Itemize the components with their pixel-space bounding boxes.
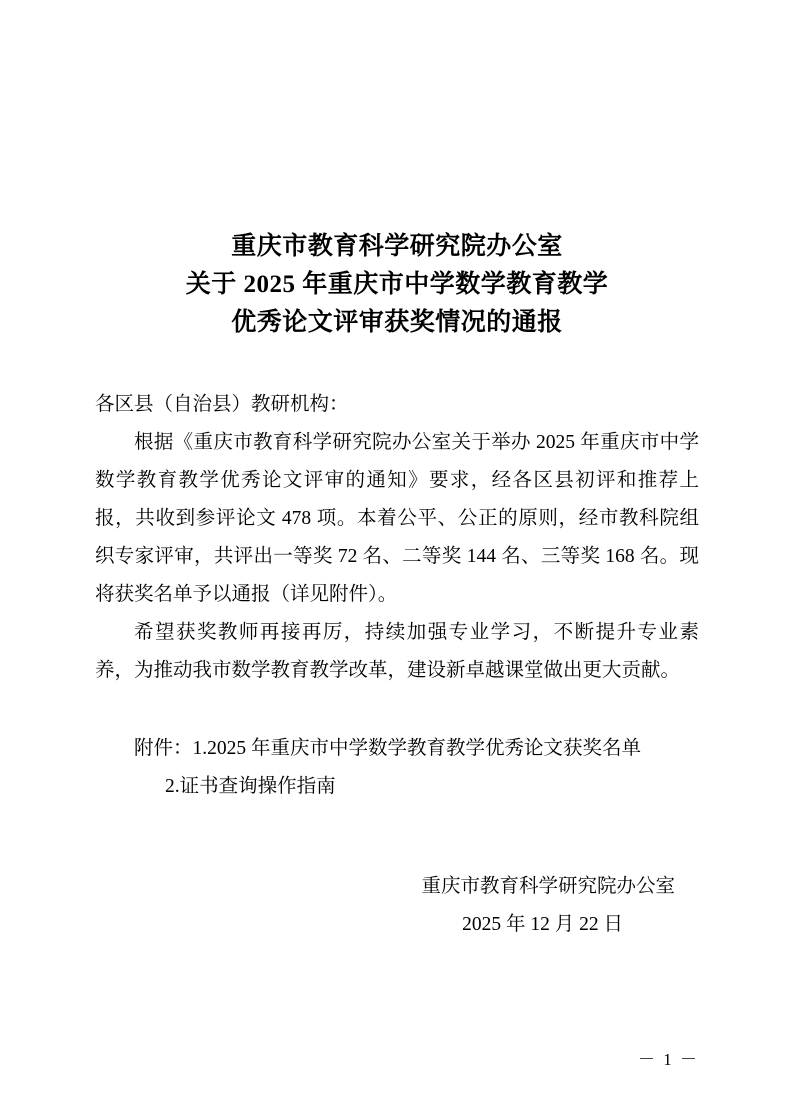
document-title [95,228,699,342]
signature-date: 2025 年 12 月 22 日 [462,914,623,935]
title-line-1: 重庆市教育科学研究院办公室 [231,233,563,260]
attachment-item-2: 2.证书查询操作指南 [165,776,336,797]
title-line-2: 关于 2025 年重庆市中学数学教育教学 [185,271,609,298]
title-line-3: 优秀论文评审获奖情况的通报 [231,309,563,336]
page-footer [0,1045,794,1070]
body-paragraph-1: 根据《重庆市教育科学研究院办公室关于举办 2025 年重庆市中学数学教育教学优秀论文评审的通知》要求，经各区县初评和推荐上报，共收到参评论文 478 项。本着公平、公正的原则，经市教科院组织专家评审，共评出一等奖 72 名、二等奖 144 名、三等奖 168 名。现将获奖名单予以通报（详见附件）。 [95,432,699,605]
signature-organization: 重庆市教育科学研究院办公室 [421,876,675,897]
document-body [95,386,699,690]
body-paragraph-2: 希望获奖教师再接再厉，持续加强专业学习，不断提升专业素养，为推动我市数学教育教学改革，建设新卓越课堂做出更大贡献。 [95,622,699,681]
signature-block [95,868,699,944]
attachment-item-1: 附件：1.2025 年重庆市中学数学教育教学优秀论文获奖名单 [134,738,642,759]
page-number: － 1 － [638,1050,699,1069]
salutation: 各区县（自治县）教研机构： [95,394,349,415]
attachment-list [95,730,699,806]
